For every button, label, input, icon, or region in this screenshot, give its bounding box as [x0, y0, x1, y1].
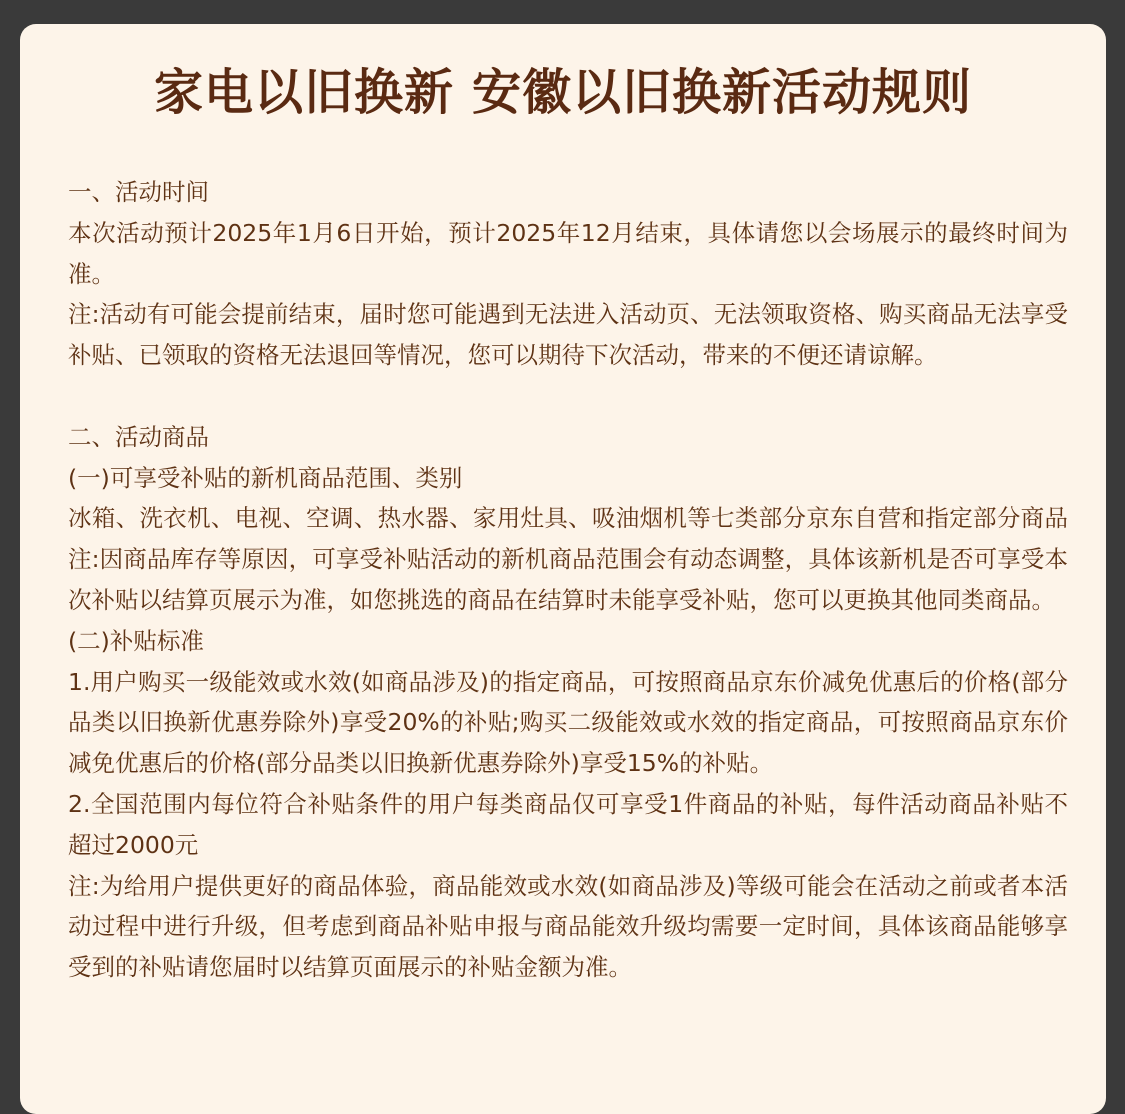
rules-card	[20, 24, 1106, 1114]
products-sub1-heading: (一)可享受补贴的新机商品范围、类别	[68, 463, 463, 492]
products-sub1-text: 冰箱、洗衣机、电视、空调、热水器、家用灶具、吸油烟机等七类部分京东自营和指定部分商品注:因商品库存等原因，可享受补贴活动的新机商品范围会有动态调整，具体该新机是否可享受本次补贴以结算页展示为准，如您挑选的商品在结算时未能享受补贴，您可以更换其他同类商品。	[68, 504, 1068, 614]
section-time-note: 注:活动有可能会提前结束，届时您可能遇到无法进入活动页、无法领取资格、购买商品无法享受补贴、已领取的资格无法退回等情况，您可以期待下次活动，带来的不便还请谅解。	[68, 300, 1068, 370]
page-title: 家电以旧换新 安徽以旧换新活动规则	[153, 64, 973, 121]
subsidy-note: 注:为给用户提供更好的商品体验，商品能效或水效(如商品涉及)等级可能会在活动之前或者本活动过程中进行升级，但考虑到商品补贴申报与商品能效升级均需要一定时间，具体该商品能够享受到的补贴请您届时以结算页面展示的补贴金额为准。	[68, 871, 1068, 982]
rules-body	[68, 172, 1068, 988]
subsidy-rule-1: 1.用户购买一级能效或水效(如商品涉及)的指定商品，可按照商品京东价减免优惠后的价格(部分品类以旧换新优惠券除外)享受20%的补贴;购买二级能效或水效的指定商品，可按照商品京东价减免优惠后的价格(部分品类以旧换新优惠券除外)享受15%的补贴。	[68, 667, 1068, 778]
section-time-heading: 一、活动时间	[68, 178, 209, 206]
subsidy-rule-2: 2.全国范围内每位符合补贴条件的用户每类商品仅可享受1件商品的补贴，每件活动商品补贴不超过2000元	[68, 789, 1068, 859]
products-sub2-heading: (二)补贴标准	[68, 626, 204, 655]
section-products-heading: 二、活动商品	[68, 422, 209, 451]
section-time-text: 本次活动预计2025年1月6日开始，预计2025年12月结束，具体请您以会场展示的最终时间为准。	[68, 218, 1068, 288]
paragraph-spacer	[68, 376, 1068, 417]
